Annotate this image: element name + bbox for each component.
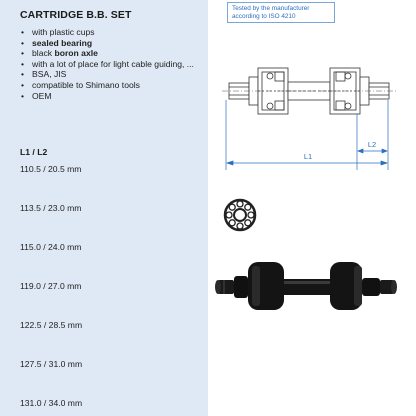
feature-item: • with plastic cups bbox=[20, 27, 205, 38]
lengths-header: L1 / L2 bbox=[20, 147, 48, 157]
dimension-l2-label: L2 bbox=[367, 140, 377, 149]
size-option: 115.0 / 24.0 mm bbox=[20, 242, 82, 252]
bottom-bracket-photo bbox=[215, 262, 397, 310]
product-title: CARTRIDGE B.B. SET bbox=[20, 9, 132, 21]
iso-test-note: Tested by the manufacturer according to ISO 4210 bbox=[227, 2, 335, 23]
feature-item: • with a lot of place for light cable guiding, ... bbox=[20, 59, 205, 70]
feature-item: • compatible to Shimano tools bbox=[20, 80, 205, 91]
size-option: 113.5 / 23.0 mm bbox=[20, 203, 82, 213]
feature-item: • OEM bbox=[20, 91, 205, 102]
bearing-icon bbox=[225, 200, 255, 230]
size-option: 127.5 / 31.0 mm bbox=[20, 359, 83, 369]
size-option: 110.5 / 20.5 mm bbox=[20, 164, 82, 174]
size-option: 122.5 / 28.5 mm bbox=[20, 320, 83, 330]
feature-item: • BSA, JIS bbox=[20, 69, 205, 80]
feature-item: • black boron axle bbox=[20, 48, 205, 59]
size-option: 119.0 / 27.0 mm bbox=[20, 281, 82, 291]
feature-item: • sealed bearing bbox=[20, 38, 205, 49]
size-option: 131.0 / 34.0 mm bbox=[20, 398, 83, 408]
dimension-l1-label: L1 bbox=[303, 152, 313, 161]
